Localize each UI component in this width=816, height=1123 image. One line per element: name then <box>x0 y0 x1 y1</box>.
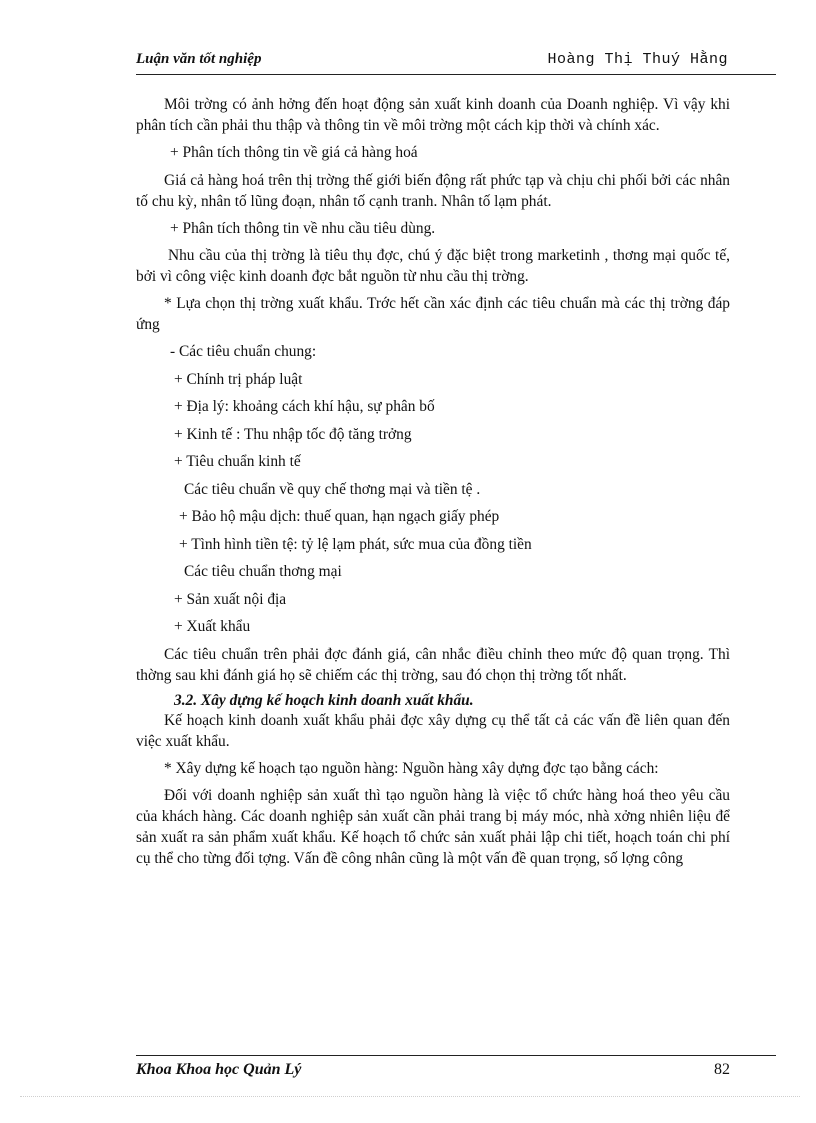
list-item: + Địa lý: khoảng cách khí hậu, sự phân bố <box>174 398 435 415</box>
page-body <box>136 94 730 875</box>
list-item: + Tình hình tiền tệ: tỷ lệ lạm phát, sức mua của đồng tiền <box>179 535 532 553</box>
list-item: Các tiêu chuẩn thơng mại <box>184 563 342 580</box>
paragraph: Kế hoạch kinh doanh xuất khẩu phải đợc xây dựng cụ thể tất cả các vấn đề liên quan đến việc xuất khẩu. <box>136 711 730 750</box>
list-item: + Chính trị pháp luật <box>174 370 303 388</box>
paragraph: Giá cả hàng hoá trên thị trờng thế giới biến động rất phức tạp và chịu chi phối bởi các nhân tố chu kỳ, nhân tố lũng đoạn, nhân tố cạnh tranh. Nhân tố lạm phát. <box>136 171 730 210</box>
header-author-name: Hoàng Thị Thuý Hằng <box>547 51 728 68</box>
page-footer <box>136 1055 776 1078</box>
page-number: 82 <box>714 1061 730 1078</box>
section-heading: 3.2. Xây dựng kế hoạch kinh doanh xuất khẩu. <box>174 691 474 709</box>
list-item: + Xuất khẩu <box>174 618 251 635</box>
page-header <box>136 50 776 75</box>
list-item: - Các tiêu chuẩn chung: <box>170 343 317 360</box>
footer-faculty-name: Khoa Khoa học Quản Lý <box>136 1061 302 1078</box>
paragraph: Nhu cầu của thị trờng là tiêu thụ đợc, chú ý đặc biệt trong marketinh , thơng mại quốc tế, bởi vì công việc kinh doanh đợc bắt nguồn từ nhu cầu thị trờng. <box>136 247 730 285</box>
list-item: + Phân tích thông tin về giá cả hàng hoá <box>170 144 418 161</box>
list-item: Các tiêu chuẩn về quy chế thơng mại và tiền tệ . <box>184 480 481 498</box>
list-item: + Tiêu chuẩn kinh tế <box>174 453 301 470</box>
list-item: + Kinh tế : Thu nhập tốc độ tăng trởng <box>174 425 412 443</box>
paragraph: * Xây dựng kế hoạch tạo nguồn hàng: Nguồn hàng xây dựng đợc tạo bằng cách: <box>164 759 659 777</box>
paragraph: * Lựa chọn thị trờng xuất khẩu. Trớc hết cần xác định các tiêu chuẩn mà các thị trờng đáp ứng <box>136 295 730 333</box>
list-item: + Bảo hộ mậu dịch: thuế quan, hạn ngạch giấy phép <box>179 508 500 525</box>
header-thesis-title: Luận văn tốt nghiệp <box>136 51 262 67</box>
bottom-dotted-rule <box>20 1096 800 1097</box>
paragraph: Đối với doanh nghiệp sản xuất thì tạo nguồn hàng là việc tổ chức hàng hoá theo yêu cầu của khách hàng. Các doanh nghiệp sản xuất cần phải trang bị máy móc, nhà xởng nhiên liệu để sản xuất ra sản phẩm xuất khẩu. Kế hoạch tổ chức sản xuất phải lập chi tiết, hoạch toán chi phí cụ thể cho từng đối tợng. Vấn đề công nhân cũng là một vấn đề quan trọng, số lợng công <box>136 786 730 867</box>
paragraph: Các tiêu chuẩn trên phải đợc đánh giá, cân nhắc điều chỉnh theo mức độ quan trọng. Thì thờng sau khi đánh giá họ sẽ chiếm các thị trờng, sau đó chọn thị trờng tốt nhất. <box>136 645 730 684</box>
list-item: + Phân tích thông tin về nhu cầu tiêu dùng. <box>170 219 436 237</box>
paragraph: Môi trờng có ảnh hởng đến hoạt động sản xuất kinh doanh của Doanh nghiệp. Vì vậy khi phân tích cần phải thu thập và thông tin về môi trờng một cách kịp thời và chính xác. <box>136 96 730 134</box>
list-item: + Sản xuất nội địa <box>174 590 287 608</box>
